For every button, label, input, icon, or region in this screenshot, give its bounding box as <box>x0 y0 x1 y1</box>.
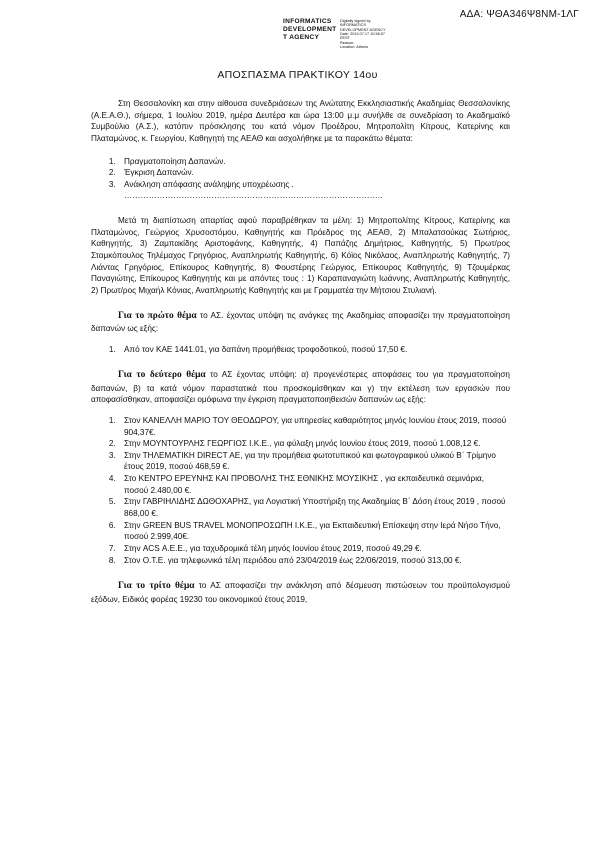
topic1-item: 1. Από τον ΚΑΕ 1441.01, για δαπάνη προμήθειας τροφοδοτικού, ποσού 17,50 €. <box>118 344 510 356</box>
topic2-paragraph: Για το δεύτερο θέμα το ΑΣ έχοντας υπόψη: α) προγενέστερες αποφάσεις του για πραγματοποίηση δαπανών, β) τα κατά νόμον παραστατικά που προσκομίσθηκαν και γ) την εκτέλεση των εργασιών που αποφασίσθηκαν, αποφασίζει ομόφωνα την έγκριση πραγματοποιηθεισών δαπανών ως εξής: <box>91 370 510 405</box>
agenda-list <box>91 156 510 191</box>
document-title: ΑΠΟΣΠΑΣΜΑ ΠΡΑΚΤΙΚΟΥ 14ου <box>217 69 378 81</box>
agenda-item: 3. Ανάκληση απόφασης ανάληψης υποχρέωσης . <box>118 179 510 191</box>
attendance-paragraph: Μετά τη διαπίστωση απαρτίας αφού παραβρέθηκαν τα μέλη: 1) Μητροπολίτης Κίτρους, Κατερίνης και Πλαταμώνος, Γεώργιος Χρυσοστόμου, Καθηγητής και Πρόεδρος της ΑΕΑΘ, 2) Μπαλατσούκας Σωτήριος, Καθηγητής, 3) Ζαμπακίδης Αριστοφάνης, Καθηγητής, 4) Παπάζης Δημήτριος, Καθηγητής, 5) Πρωτ/ρος Σταμκόπουλος Τηλέμαχος Γρηγόριος, Αναπληρωτής Καθηγητής, 6) Κόϊος Νικόλαος, Αναπληρωτής Καθηγητής, 7) Λιάντας Γρηγόριος, Επίκουρος Καθηγητής, 8) Φουστέρης Γεώργιος, Επίκουρος Καθηγητής, 9) Τζουμέρκας Παναγιώτης, Επίκουρος Καθηγητής και με απόντες τους : 1) Καραπαναγιώτη Ιωάννης, Αναπληρωτής Καθηγητής, 2) Πρωτ/ρος Μιχαήλ Κόνιας, Αναπληρωτής Καθηγητής και με Γραμματέα την Μήτσιου Στυλιανή. <box>91 216 510 295</box>
digital-signature-logo <box>283 18 393 50</box>
topic2-heading: Για το δεύτερο θέμα <box>118 370 206 381</box>
topic1-list <box>91 344 510 356</box>
topic2-item: 1. Στον ΚΑΝΕΛΛΗ ΜΑΡΙΟ ΤΟΥ ΘΕΟΔΩΡΟΥ, για υπηρεσίες καθαριότητος μηνός Ιουνίου έτους 2019, ποσού 904,37€. <box>118 415 510 438</box>
topic2-item: 6. Στην GREEN BUS TRAVEL ΜΟΝΟΠΡΟΣΩΠΗ Ι.Κ.Ε., για Εκπαιδευτική Επίσκεψη στην Ιερά Νήσο Τήνο, ποσού 2.999,40€. <box>118 520 510 543</box>
agenda-dots: ………………………………………………………………………………….. <box>124 191 383 201</box>
topic2-item: 2. Στην ΜΟΥΝΤΟΥΡΛΗΣ ΓΕΩΡΓΙΟΣ Ι.Κ.Ε., για φύλαξη μηνός Ιουνίου έτους 2019, ποσού 1.008,12 €. <box>118 438 510 450</box>
topic2-item: 8. Στον Ο.Τ.Ε. για τηλεφωνικά τέλη περιόδου από 23/04/2019 έως 22/06/2019, ποσού 313,00 €. <box>118 555 510 567</box>
topic2-item: 3. Στην ΤΗΛΕΜΑΤΙΚΗ DIRECT AE, για την προμήθεια φωτοτυπικού και φωτογραφικού υλικού Β΄ Τρίμηνο έτους 2019, ποσού 468,59 €. <box>118 450 510 473</box>
agenda-item: 1. Πραγματοποίηση Δαπανών. <box>118 156 510 168</box>
topic2-item: 7. Στην ACS Α.Ε.Ε., για ταχυδρομικά τέλη μηνός Ιουνίου έτους 2019, ποσού 49,29 €. <box>118 543 510 555</box>
ada-code: ΑΔΑ: ΨΘΑ346Ψ8ΝΜ-1ΛΓ <box>459 9 579 20</box>
topic3-paragraph: Για το τρίτο θέμα το ΑΣ αποφασίζει την ανάκληση από δέσμευση πιστώσεων του προϋπολογισμού εξόδων, Ειδικός φορέας 19230 του οικονομικού έτους 2019, <box>91 581 510 604</box>
logo-text: INFORMATICS DEVELOPMENT T AGENCY <box>283 18 337 41</box>
topic2-list <box>91 415 510 566</box>
topic1-paragraph: Για το πρώτο θέμα το ΑΣ. έχοντας υπόψη τις ανάγκες της Ακαδημίας αποφασίζει την πραγματοποίηση δαπανών ως εξής: <box>91 310 510 333</box>
topic2-item: 5. Στην ΓΑΒΡΙΗΛΙΔΗΣ ΔΩΘΟΧΑΡΗΣ, για Λογιστική Υποστήριξη της Ακαδημίας Β΄ Δόση έτους 2019 , ποσού 868,00 €. <box>118 496 510 519</box>
topic1-heading: Για το πρώτο θέμα <box>118 310 197 321</box>
topic3-heading: Για το τρίτο θέμα <box>118 581 195 592</box>
signature-details: Digitally signed by INFORMATICS DEVELOPMENT AGENCY Date: 2019.07.17 10:56:57 EEST Reason: Location: Athens <box>340 19 386 50</box>
intro-paragraph: Στη Θεσσαλονίκη και στην αίθουσα συνεδριάσεων της Ανώτατης Εκκλησιαστικής Ακαδημίας Θεσσαλονίκης (Α.Ε.Α.Θ.), σήμερα, 1 Ιουλίου 2019, ημέρα Δευτέρα και ώρα 13:00 μ.μ συνήλθε σε συνεδρίαση το Ακαδημαϊκό Συμβούλιο (Α.Σ.), κατόπιν πρόσκλησης του κατά νόμον Προέδρου, Μητροπολίτη Κίτρους, Κατερίνης και Πλαταμώνος, κ. Γεωργίου, Καθηγητή της ΑΕΑΘ και ασχολήθηκε με τα παρακάτω θέματα: <box>91 99 510 143</box>
agenda-item: 2. Έγκριση Δαπανών. <box>118 167 510 179</box>
document-body <box>91 98 510 605</box>
topic2-item: 4. Στο ΚΕΝΤΡΟ ΕΡΕΥΝΗΣ ΚΑΙ ΠΡΟΒΟΛΗΣ ΤΗΣ ΕΘΝΙΚΗΣ ΜΟΥΣΙΚΗΣ , για εκπαιδευτικά σεμινάρια, ποσού 2.480,00 €. <box>118 473 510 496</box>
